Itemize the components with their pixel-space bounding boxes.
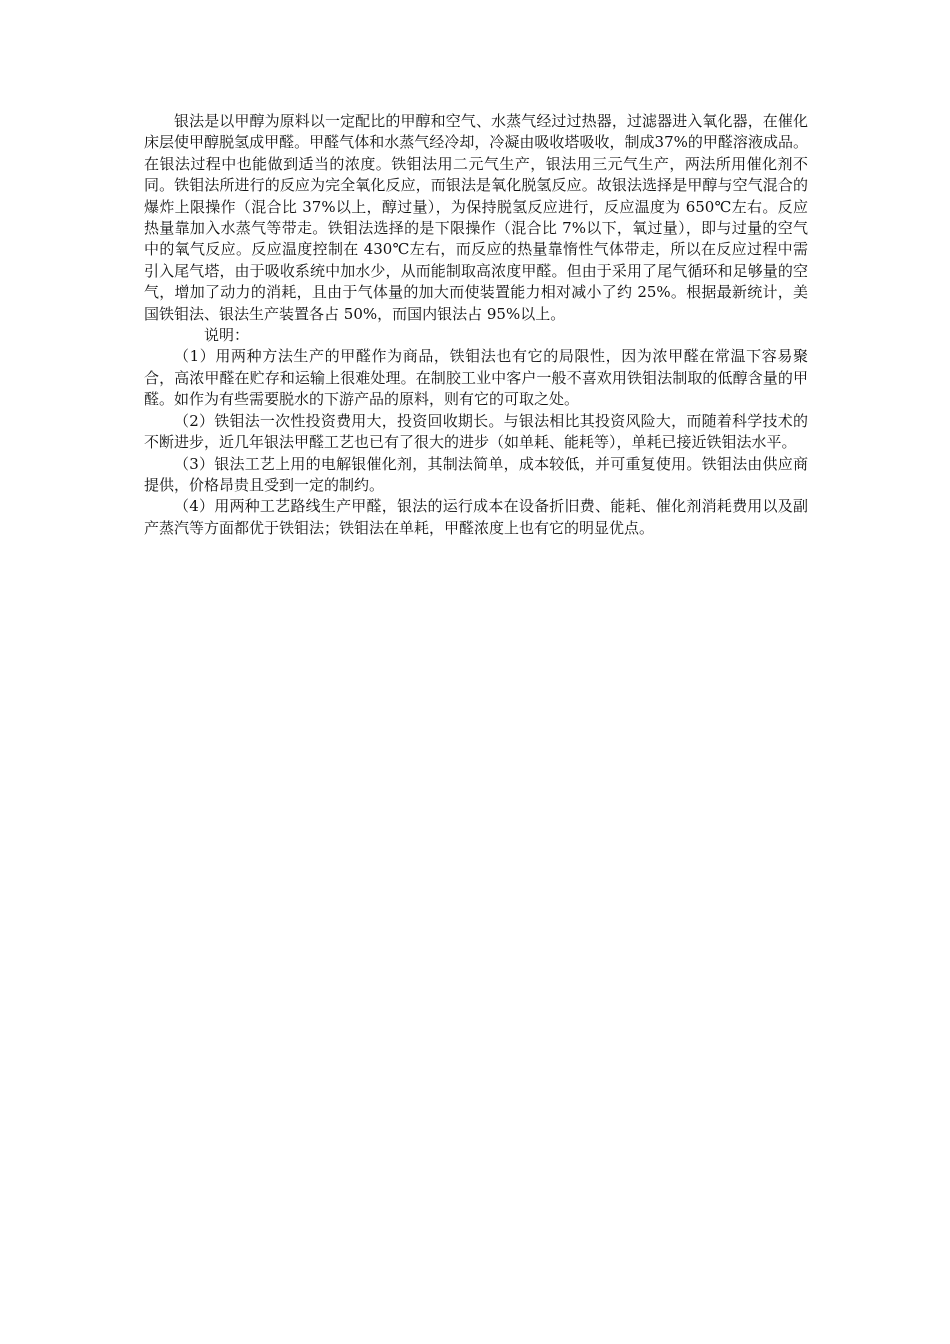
intro-paragraph: 银法是以甲醇为原料以一定配比的甲醇和空气、水蒸气经过过热器，过滤器进入氧化器，在催化床层使甲醇脱氢成甲醛。甲醛气体和水蒸气经冷却，冷凝由吸收塔吸收，制成37%的甲醛溶液成品。在银法过程中也能做到适当的浓度。铁钼法用二元气生产，银法用三元气生产，两法所用催化剂不同。铁钼法所进行的反应为完全氧化反应，而银法是氧化脱氢反应。故银法选择是甲醇与空气混合的爆炸上限操作（混合比 37%以上，醇过量），为保持脱氢反应进行，反应温度为 650℃左右。反应热量靠加入水蒸气等带走。铁钼法选择的是下限操作（混合比 7%以下，氧过量），即与过量的空气中的氧气反应。反应温度控制在 430℃左右，而反应的热量靠惰性气体带走，所以在反应过程中需引入尾气塔，由于吸收系统中加水少，从而能制取高浓度甲醛。但由于采用了尾气循环和足够量的空气，增加了动力的消耗，且由于气体量的加大而使装置能力相对减小了约 25%。根据最新统计，美国铁钼法、银法生产装置各占 50%，而国内银法占 95%以上。 bbox=[144, 112, 808, 323]
note-item-2: （2）铁钼法一次性投资费用大，投资回收期长。与银法相比其投资风险大，而随着科学技术的不断进步，近几年银法甲醛工艺也已有了很大的进步（如单耗、能耗等），单耗已接近铁钼法水平。 bbox=[144, 411, 808, 452]
document-body bbox=[144, 111, 808, 539]
note-title: 说明： bbox=[204, 326, 250, 345]
note-item-3: （3）银法工艺上用的电解银催化剂，其制法简单，成本较低，并可重复使用。铁钼法由供应商提供，价格昂贵且受到一定的制约。 bbox=[144, 454, 808, 494]
note-item-4: （4）用两种工艺路线生产甲醛，银法的运行成本在设备折旧费、能耗、催化剂消耗费用以及副产蒸汽等方面都优于铁钼法；铁钼法在单耗，甲醛浓度上也有它的明显优点。 bbox=[144, 497, 808, 537]
note-item-1: （1）用两种方法生产的甲醛作为商品，铁钼法也有它的局限性，因为浓甲醛在常温下容易聚合，高浓甲醛在贮存和运输上很难处理。在制胶工业中客户一般不喜欢用铁钼法制取的低醇含量的甲醛。如作为有些需要脱水的下游产品的原料，则有它的可取之处。 bbox=[144, 347, 808, 409]
